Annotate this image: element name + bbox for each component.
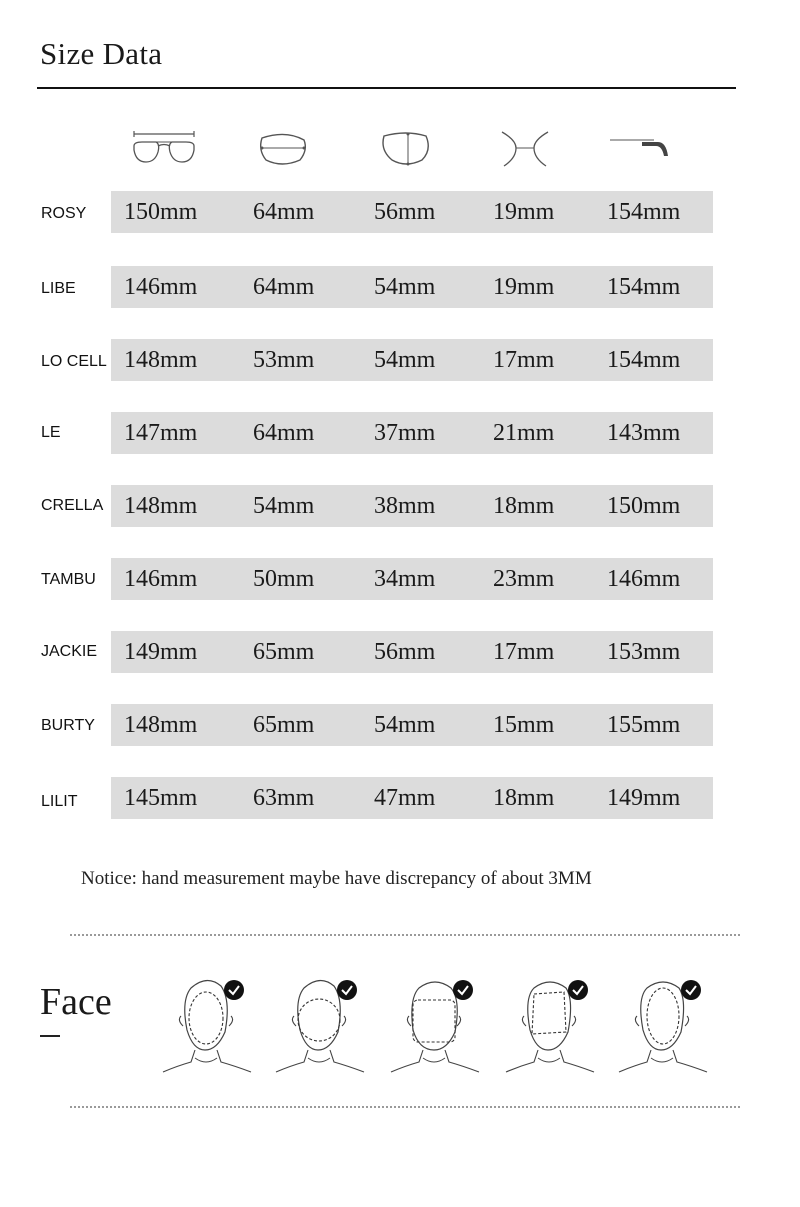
table-row <box>0 191 800 233</box>
bridge-width-value: 15mm <box>493 712 555 738</box>
temple-length-value: 149mm <box>607 785 681 811</box>
notice-text: Notice: hand measurement maybe have discrepancy of about 3MM <box>81 868 592 889</box>
model-name: LIBE <box>41 280 76 297</box>
lens-height-value: 47mm <box>374 785 436 811</box>
table-row <box>0 339 800 381</box>
lens-width-icon <box>242 120 326 180</box>
table-row <box>0 485 800 527</box>
lens-width-value: 64mm <box>253 274 315 300</box>
lens-width-value: 50mm <box>253 566 315 592</box>
lens-height-value: 56mm <box>374 639 436 665</box>
oval-face-icon <box>157 970 257 1080</box>
bridge-width-icon <box>482 120 566 180</box>
table-row <box>0 631 800 673</box>
temple-length-value: 153mm <box>607 639 681 665</box>
frame-width-value: 150mm <box>124 199 198 225</box>
bridge-width-value: 18mm <box>493 493 555 519</box>
table-row <box>0 777 800 819</box>
lens-height-value: 37mm <box>374 420 436 446</box>
lens-width-value: 65mm <box>253 712 315 738</box>
temple-length-value: 154mm <box>607 199 681 225</box>
temple-length-value: 155mm <box>607 712 681 738</box>
table-row <box>0 704 800 746</box>
frame-width-value: 145mm <box>124 785 198 811</box>
lens-width-value: 64mm <box>253 420 315 446</box>
frame-width-value: 146mm <box>124 274 198 300</box>
frame-width-value: 146mm <box>124 566 198 592</box>
model-name: TAMBU <box>41 571 96 588</box>
round-face-icon <box>270 970 370 1080</box>
bridge-width-value: 23mm <box>493 566 555 592</box>
bridge-width-value: 17mm <box>493 347 555 373</box>
frame-width-icon <box>122 120 206 180</box>
bridge-width-value: 17mm <box>493 639 555 665</box>
lens-width-value: 54mm <box>253 493 315 519</box>
lens-height-value: 34mm <box>374 566 436 592</box>
temple-length-value: 143mm <box>607 420 681 446</box>
page-title: Size Data <box>40 36 163 71</box>
face-section-title: Face <box>40 981 112 1023</box>
model-name: JACKIE <box>41 643 98 660</box>
lens-height-value: 54mm <box>374 274 436 300</box>
lens-height-value: 38mm <box>374 493 436 519</box>
lens-width-value: 63mm <box>253 785 315 811</box>
lens-height-icon <box>362 120 446 180</box>
rectangle-face-icon <box>500 970 600 1080</box>
model-name: ROSY <box>41 205 87 222</box>
model-name: LE <box>41 424 61 441</box>
lens-width-value: 53mm <box>253 347 315 373</box>
frame-width-value: 147mm <box>124 420 198 446</box>
lens-height-value: 56mm <box>374 199 436 225</box>
model-name: LILIT <box>41 793 78 810</box>
frame-width-value: 149mm <box>124 639 198 665</box>
temple-length-value: 154mm <box>607 347 681 373</box>
dotted-divider-top <box>70 934 740 936</box>
temple-length-icon <box>602 120 686 180</box>
bridge-width-value: 19mm <box>493 199 555 225</box>
lens-height-value: 54mm <box>374 347 436 373</box>
lens-height-value: 54mm <box>374 712 436 738</box>
frame-width-value: 148mm <box>124 712 198 738</box>
temple-length-value: 150mm <box>607 493 681 519</box>
face-title-dash <box>40 1035 60 1037</box>
bridge-width-value: 19mm <box>493 274 555 300</box>
oblong-face-icon <box>613 970 713 1080</box>
temple-length-value: 146mm <box>607 566 681 592</box>
lens-width-value: 64mm <box>253 199 315 225</box>
dotted-divider-bottom <box>70 1106 740 1108</box>
temple-length-value: 154mm <box>607 274 681 300</box>
square-face-icon <box>385 970 485 1080</box>
frame-width-value: 148mm <box>124 493 198 519</box>
bridge-width-value: 18mm <box>493 785 555 811</box>
bridge-width-value: 21mm <box>493 420 555 446</box>
lens-width-value: 65mm <box>253 639 315 665</box>
model-name: BURTY <box>41 717 95 734</box>
frame-width-value: 148mm <box>124 347 198 373</box>
measurement-icon-row <box>0 120 800 180</box>
table-row <box>0 558 800 600</box>
title-divider <box>37 87 736 89</box>
table-row <box>0 412 800 454</box>
table-row <box>0 266 800 308</box>
model-name: LO CELL <box>41 353 107 370</box>
model-name: CRELLA <box>41 497 104 514</box>
